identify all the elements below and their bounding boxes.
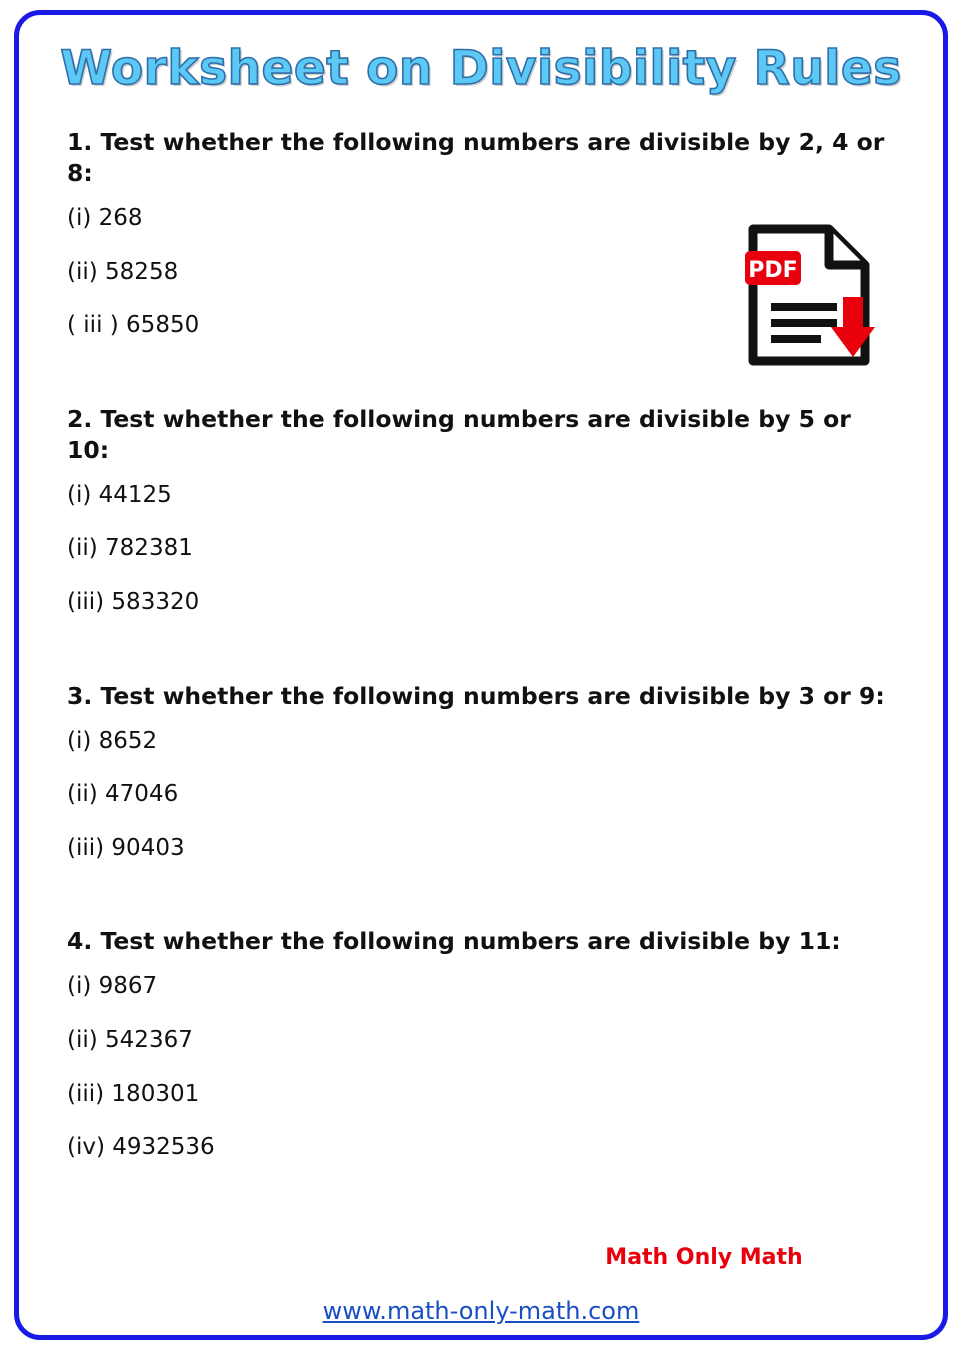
page-title: Worksheet on Divisibility Rules [60,41,902,96]
question-item: (ii) 782381 [67,535,193,562]
block-spacer [67,896,899,926]
question-item: (iii) 180301 [67,1080,200,1107]
question-item: (i) 8652 [67,727,158,754]
question-heading: 1. Test whether the following numbers are divisible by 2, 4 or 8: [67,128,885,188]
question-item: (i) 9867 [67,973,158,1000]
website-link[interactable]: www.math-only-math.com [322,1297,640,1325]
question-heading: 3. Test whether the following numbers are divisible by 3 or 9: [67,681,885,710]
question-item: (i) 268 [67,205,143,232]
svg-text:PDF: PDF [748,258,798,283]
question-item: (iii) 90403 [67,834,185,861]
worksheet-page-frame [14,10,948,1340]
question-item: (i) 44125 [67,481,172,508]
question-item: (ii) 47046 [67,781,179,808]
question-item: (iii) 583320 [67,589,200,616]
question-heading: 4. Test whether the following numbers are divisible by 11: [67,927,841,956]
question-item: (ii) 542367 [67,1027,193,1054]
question-item: ( iii ) 65850 [67,312,200,339]
question-item: (iv) 4932536 [67,1134,215,1161]
pdf-download-icon[interactable] [741,223,891,368]
question-block-2 [67,404,899,617]
question-block-3 [67,681,899,863]
block-spacer [67,374,899,404]
block-spacer [67,651,899,681]
question-block-4 [67,926,899,1161]
brand-label: Math Only Math [605,1245,803,1270]
question-item: (ii) 58258 [67,258,179,285]
question-heading: 2. Test whether the following numbers are divisible by 5 or 10: [67,404,851,464]
